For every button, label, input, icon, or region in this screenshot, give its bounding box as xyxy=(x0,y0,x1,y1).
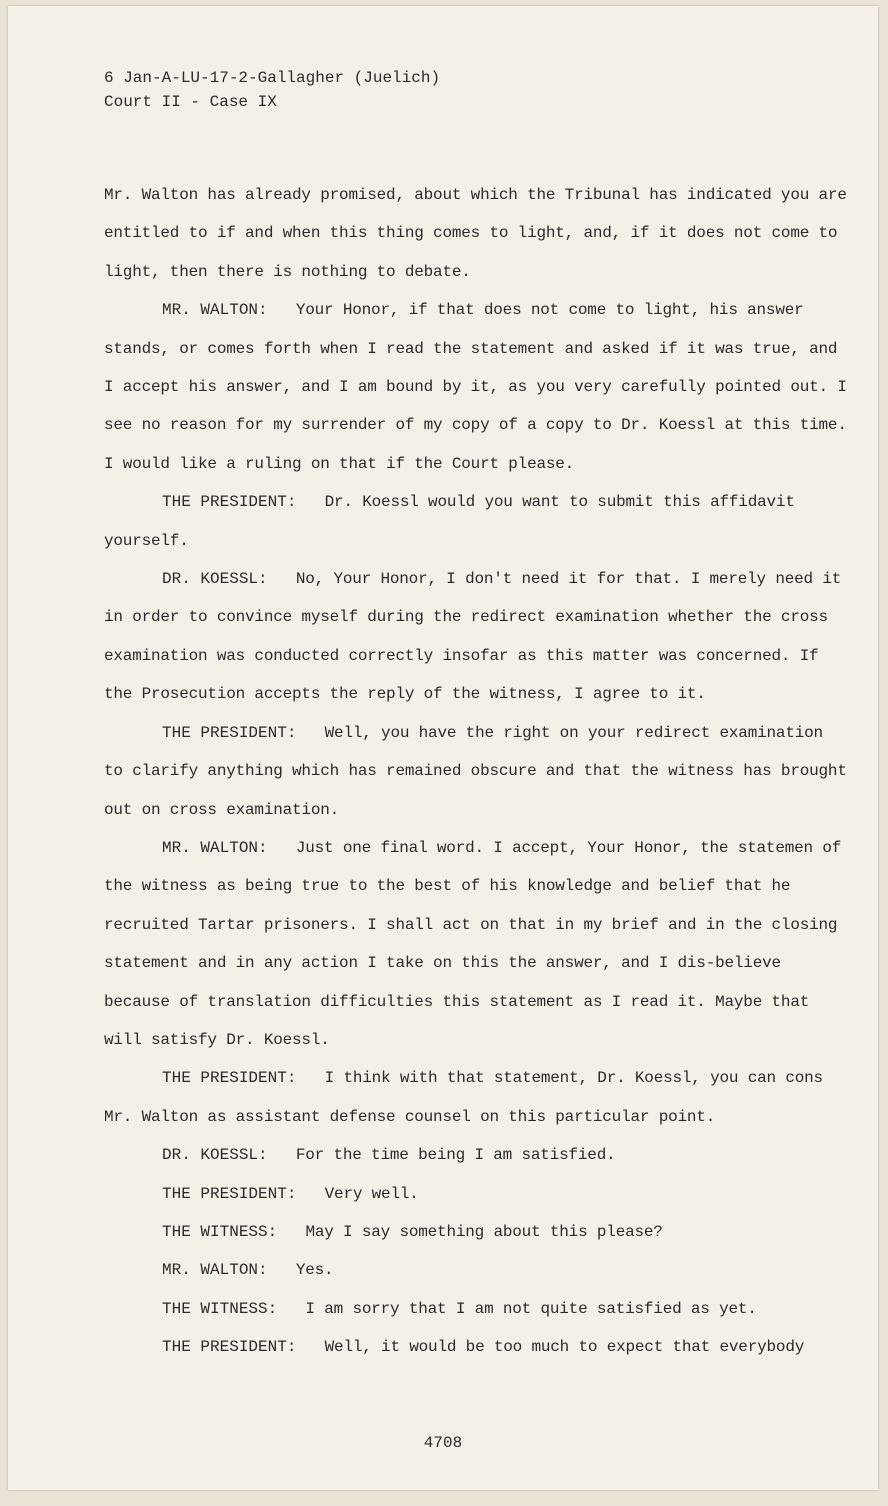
paragraph-text: No, Your Honor, I don't need it for that. I merely need it in order to convince myself during the redirect examination whether the cross examination was conducted correctly insofar as this matter was concerned. If the Prosecution accepts the reply of the witness, I agree to it. xyxy=(104,570,842,704)
paragraph-text: I am sorry that I am not quite satisfied as yet. xyxy=(305,1299,757,1318)
transcript-paragraph xyxy=(104,1290,848,1328)
speaker-label: DR. KOESSL: xyxy=(162,1146,268,1165)
paragraph-text: Well, you have the right on your redirect examination to clarify anything which has remained obscure and that the witness has brought out on cross examination. xyxy=(104,723,847,819)
speaker-label: MR. WALTON: xyxy=(162,301,268,320)
transcript-paragraph xyxy=(104,1213,848,1251)
paragraph-text: Well, it would be too much to expect that everybody xyxy=(324,1338,805,1357)
paragraph-text: Dr. Koessl would you want to submit this affidavit yourself. xyxy=(104,493,795,550)
transcript-paragraph xyxy=(104,176,848,291)
document-header xyxy=(104,66,440,114)
paragraph-text: Yes. xyxy=(295,1261,334,1280)
paragraph-text: Mr. Walton has already promised, about which the Tribunal has indicated you are entitled to if and when this thing comes to light, and, if it does not come to light, then there is nothing to debate. xyxy=(104,186,847,281)
speaker-label: DR. KOESSL: xyxy=(162,570,268,589)
speaker-label: MR. WALTON: xyxy=(162,1261,268,1280)
transcript-paragraph xyxy=(104,829,848,1059)
transcript-paragraph xyxy=(104,483,848,560)
transcript-paragraph xyxy=(104,714,848,829)
paragraph-text: For the time being I am satisfied. xyxy=(295,1146,616,1165)
speaker-label: MR. WALTON: xyxy=(162,838,268,857)
speaker-label: THE WITNESS: xyxy=(162,1299,278,1318)
transcript-body xyxy=(104,176,848,1367)
header-reference: 6 Jan-A-LU-17-2-Gallagher (Juelich) xyxy=(104,69,441,87)
page-number: 4708 xyxy=(423,1434,463,1452)
paragraph-text: Very well. xyxy=(324,1184,419,1203)
speaker-label: THE PRESIDENT: xyxy=(162,1338,297,1357)
transcript-paragraph xyxy=(104,1136,848,1174)
transcript-paragraph xyxy=(104,291,848,483)
transcript-paragraph xyxy=(104,1251,848,1289)
paragraph-text: Just one final word. I accept, Your Honor, the statemen of the witness as being true to the best of his knowledge and belief that he recruited Tartar prisoners. I shall act on that in my brief and in the closing statement and in any action I take on this the answer, and I dis-believe because of translation difficulties this statement as I read it. Maybe that will satisfy Dr. Koessl. xyxy=(104,838,842,1049)
document-page xyxy=(8,6,878,1490)
transcript-paragraph xyxy=(104,560,848,714)
paragraph-text: Your Honor, if that does not come to light, his answer stands, or comes forth when I read the statement and asked if it was true, and I accept his answer, and I am bound by it, as you very carefully pointed out. I see no reason for my surrender of my copy of a copy to Dr. Koessl at this time. I would like a ruling on that if the Court please. xyxy=(104,301,847,473)
speaker-label: THE PRESIDENT: xyxy=(162,1069,297,1088)
paragraph-text: May I say something about this please? xyxy=(305,1222,663,1241)
speaker-label: THE WITNESS: xyxy=(162,1222,278,1241)
speaker-label: THE PRESIDENT: xyxy=(162,723,297,742)
paragraph-text: I think with that statement, Dr. Koessl, you can cons Mr. Walton as assistant defense counsel on this particular point. xyxy=(104,1069,823,1126)
transcript-paragraph xyxy=(104,1328,848,1366)
transcript-paragraph xyxy=(104,1059,848,1136)
speaker-label: THE PRESIDENT: xyxy=(162,493,297,512)
transcript-paragraph xyxy=(104,1175,848,1213)
header-court-case: Court II - Case IX xyxy=(104,93,277,111)
speaker-label: THE PRESIDENT: xyxy=(162,1184,297,1203)
